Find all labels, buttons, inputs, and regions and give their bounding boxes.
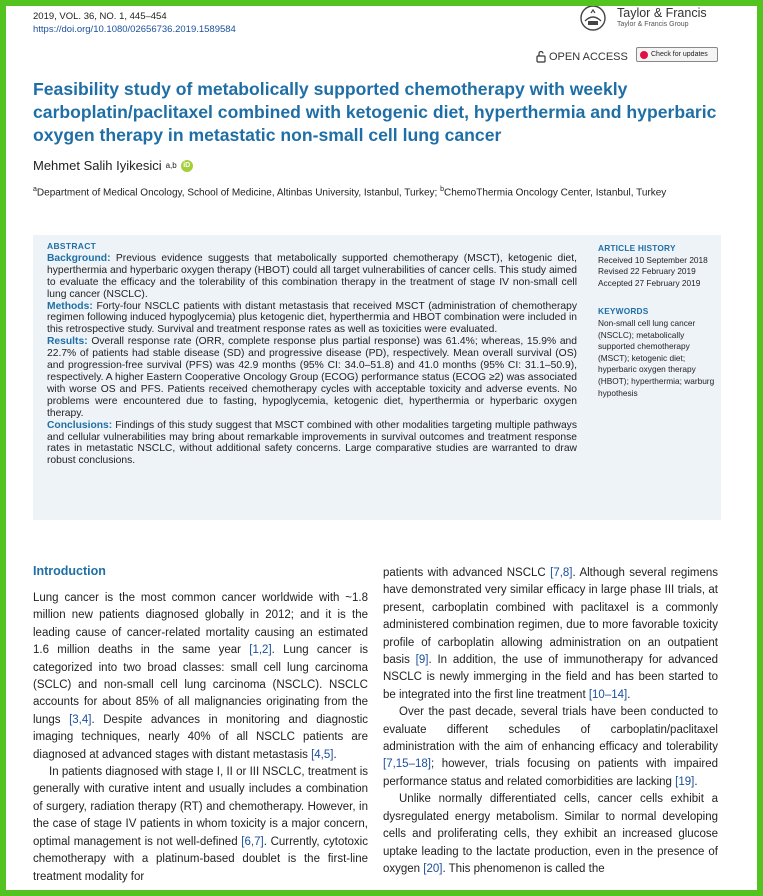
publisher-logo[interactable] — [579, 4, 719, 34]
citation-link[interactable]: [10–14] — [588, 688, 628, 701]
open-access-label: OPEN ACCESS — [549, 50, 628, 63]
open-access-badge — [536, 50, 628, 63]
journal-citation — [33, 10, 236, 36]
abstract-background: Background: Previous evidence suggests that metabolically supported chemotherapy (MSCT), ketogenic diet, hyperthermia and hyperbaric oxygen therapy (HBOT) could all target vulnerabilities of cancer cells. This study aimed to evaluate the efficacy and the tolerability of this combination therapy in the treatment of stage IV non-small cell lung cancer (NSCLC). — [47, 252, 577, 300]
citation-link[interactable]: [1,2] — [249, 644, 272, 657]
keywords-list: Non-small cell lung cancer (NSCLC); metabolically supported chemotherapy (MSCT); ketogenic diet; hyperbaric oxygen therapy (HBOT); hyperthermia; warburg hypothesis — [598, 317, 715, 398]
check-updates-label: Check for updates — [651, 51, 708, 58]
paragraph: Lung cancer is the most common cancer worldwide with ~1.8 million new patients diagnosed globally in 2012; and it is the leading cause of cancer-related mortality causing an estimated 1.6 million deaths in the same year [1,2]. Lung cancer is categorized into two broad classes: small cell lung carcinoma (SCLC) and non-small cell lung carcinoma (NSCLC). NSCLC accounts for about 85% of all malignancies originating from the lungs [3,4]. Despite advances in monitoring and diagnostic imaging techniques, nearly 40% of all NSCLC patients are diagnosed at advanced stages with distant metastasis [4,5]. — [33, 592, 369, 761]
author-affil-marks: a,b — [165, 161, 177, 170]
revised-date: Revised 22 February 2019 — [598, 266, 696, 277]
abstract-conclusions: Conclusions: Findings of this study suggest that MSCT combined with other modalities targeting multiple pathways and cellular vulnerabilities may bring about remarkable improvements in survival outcomes and treatment response rates in metastatic NSCLC, without additional safety concerns. Large comparative studies are warranted to draw robust conclusions. — [47, 419, 577, 467]
accepted-date: Accepted 27 February 2019 — [598, 277, 701, 288]
article-history-heading: ARTICLE HISTORY — [598, 243, 676, 253]
abstract-heading: ABSTRACT — [47, 241, 97, 251]
article-sidebar — [598, 243, 720, 399]
keywords-heading: KEYWORDS — [598, 306, 649, 317]
author-line — [33, 158, 193, 173]
citation-link[interactable]: [6,7] — [241, 835, 264, 848]
doi-link[interactable]: https://doi.org/10.1080/02656736.2019.1589584 — [33, 24, 236, 35]
check-for-updates-button[interactable] — [636, 47, 718, 62]
received-date: Received 10 September 2018 — [598, 254, 708, 265]
citation-link[interactable]: [19] — [675, 775, 695, 788]
citation-link[interactable]: [4,5] — [311, 748, 334, 761]
paragraph: In patients diagnosed with stage I, II or III NSCLC, treatment is generally with curative intent and usually includes a combination of surgery, radiation therapy (RT) and chemotherapy. However, in the case of stage IV patients in whom toxicity is a major concern, optimal management is not well-defined [6,7]. Currently, cytotoxic chemotherapy with a platinum-based doublet is the first-line treatment modality for — [33, 766, 368, 883]
citation-link[interactable]: [20] — [423, 862, 443, 875]
citation-line: 2019, VOL. 36, NO. 1, 445–454 — [33, 11, 167, 22]
article-title: Feasibility study of metabolically supported chemotherapy with weekly carboplatin/paclitaxel combined with ketogenic diet, hyperthermia and hyperbaric oxygen therapy in metastatic non-small cell lung cancer — [33, 79, 717, 145]
citation-link[interactable]: [9] — [415, 654, 429, 667]
affiliation-b: ChemoThermia Oncology Center, Istanbul, Turkey — [443, 187, 667, 199]
publisher-group: Taylor & Francis Group — [617, 21, 689, 28]
paragraph: patients with advanced NSCLC [7,8]. Although several regimens have demonstrated very similar efficacy in large phase III trials, at present, carboplatin combined with paclitaxel is a commonly administered combination regimen, due to more favorable toxicity profile of carboplatin allowing administration on an outpatient basis [9]. In addition, the use of immunotherapy for advanced NSCLC is newly immerging in the field and has been started to be integrated into the first line treatment [10–14]. — [383, 567, 718, 701]
paragraph: Unlike normally differentiated cells, cancer cells exhibit a dysregulated energy metabolism. Similar to normal developing cells and proliferating cells, they exhibit an increased glucose uptake leading to the lactate production, even in the presence of oxygen [20]. This phenomenon is called the — [383, 793, 718, 875]
affiliations: $^a$Department of Medical Oncology, School of Medicine, Altinbas University, Istanbul, Turkey; $^b$ChemoThermia Oncology Center, Istanbul, Turkey — [33, 186, 667, 199]
author-name[interactable]: Mehmet Salih Iyikesici — [33, 158, 162, 173]
body-column-left — [33, 590, 368, 886]
abstract-methods: Methods: Forty-four NSCLC patients with distant metastasis that received MSCT (administration of chemotherapy regimen following induced hypoglycemia) plus ketogenic diet, hyperthermia and HBOT combination were included in this retrospective study. Survival and treatment response rates as well as toxicities were evaluated. — [47, 300, 577, 336]
affiliation-a: Department of Medical Oncology, School of Medicine, Altinbas University, Istanbul, Turkey; — [36, 187, 441, 199]
citation-link[interactable]: [3,4] — [69, 713, 92, 726]
tf-logo-icon — [579, 4, 607, 32]
crossmark-icon — [640, 51, 648, 59]
orcid-icon[interactable]: iD — [181, 160, 193, 172]
body-column-right — [383, 565, 718, 878]
publisher-name: Taylor & Francis — [617, 6, 707, 20]
introduction-heading: Introduction — [33, 564, 106, 578]
abstract — [47, 241, 577, 467]
abstract-results: Results: Overall response rate (ORR, complete response plus partial response) was 61.4%; whereas, 15.9% and 22.7% of patients had stable disease (SD) and progressive disease (PD), respectively. Mean overall survival (OS) and progression-free survival (PFS) was 42.9 months (95% CI: 34.0–51.8) and 41.0 months (95% CI: 31.1–50.9), respectively. A higher Eastern Cooperative Oncology Group (ECOG) performance status (ECOG ≥2) was associated with worse OS and PFS. Patients received chemotherapy cycles with acceptable toxicity and adverse events. No problems were encountered due to fasting, hypoglycemia, ketogenic diet, hyperthermia or hyperbaric oxygen therapy. — [47, 336, 577, 419]
citation-link[interactable]: [7,8] — [550, 567, 573, 579]
citation-link[interactable]: [7,15–18] — [383, 758, 431, 771]
open-lock-icon — [536, 50, 546, 63]
paragraph: Over the past decade, several trials have been conducted to evaluate different schedules of carboplatin/paclitaxel administration with the aim of enhancing efficacy and tolerability [7,15–18]; however, trials focusing on patients with impaired performance status and related comorbidities are lacking [19]. — [383, 706, 718, 788]
